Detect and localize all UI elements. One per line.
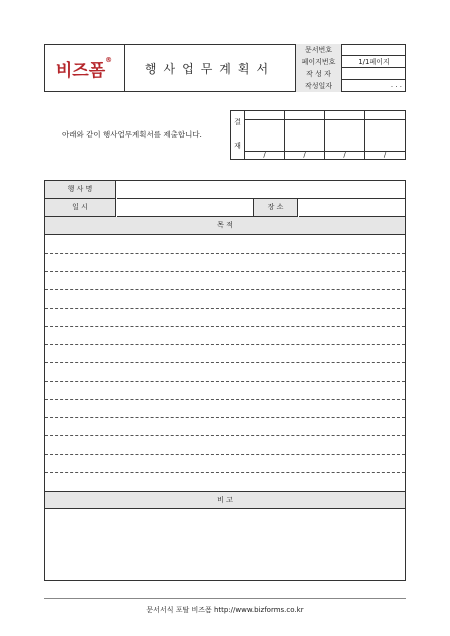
place-label: 장 소 [254, 199, 298, 217]
meta-label: 작 성 자 [295, 68, 342, 80]
approval-sign-cell[interactable] [325, 120, 364, 151]
remarks-header: 비 고 [45, 491, 405, 509]
dashed-line [45, 326, 405, 327]
approval-sign-cell[interactable] [245, 120, 284, 151]
datetime-field[interactable] [117, 199, 254, 217]
intro-text: 아래와 같이 행사업무계획서를 제출합니다. [62, 130, 202, 139]
remarks-area[interactable] [45, 509, 405, 580]
dashed-line [45, 454, 405, 455]
meta-value[interactable]: . . . [390, 81, 402, 89]
approval-sign-cell[interactable] [285, 120, 324, 151]
meta-label: 작성일자 [295, 80, 342, 92]
datetime-label: 일 시 [45, 199, 116, 217]
approval-date: / [383, 151, 387, 159]
meta-value[interactable]: 1/1페이지 [358, 57, 390, 66]
meta-row-date [295, 80, 406, 92]
meta-label: 문서번호 [295, 44, 342, 56]
logo-text: 비즈폼 [55, 60, 106, 81]
approval-date: / [343, 151, 346, 159]
approval-label-top: 결 [234, 117, 241, 126]
dashed-line [45, 344, 405, 345]
approval-sign-cell[interactable] [365, 120, 405, 151]
meta-label: 페이지번호 [295, 56, 342, 68]
dashed-line [45, 289, 405, 290]
bizforms-logo [56, 56, 112, 81]
approval-date: / [303, 151, 306, 159]
meta-row-author [295, 68, 406, 80]
dashed-line [45, 399, 405, 400]
dashed-line [45, 308, 405, 309]
logo-mark: ® [105, 55, 113, 64]
meta-row-doc-no [295, 44, 406, 56]
dashed-line [45, 472, 405, 473]
footer-text: 문서서식 포탈 비즈폼 http://www.bizforms.co.kr [146, 606, 304, 614]
logo-cell [44, 44, 125, 92]
meta-row-page-no [295, 56, 406, 68]
dashed-line [45, 271, 405, 272]
approval-label-bottom: 재 [234, 141, 241, 150]
meta-value[interactable] [342, 44, 406, 56]
purpose-header: 목 적 [45, 217, 405, 235]
purpose-area[interactable] [45, 236, 405, 491]
meta-value[interactable] [342, 68, 406, 80]
approval-date: / [263, 151, 266, 159]
footer-divider [44, 598, 406, 599]
dashed-line [45, 253, 405, 254]
dashed-line [45, 417, 405, 418]
dashed-line [45, 435, 405, 436]
event-name-field[interactable] [117, 181, 405, 199]
event-plan-form [44, 180, 406, 581]
meta-table [295, 44, 406, 92]
dashed-line [45, 362, 405, 363]
place-field[interactable] [299, 199, 405, 217]
approval-box [230, 110, 406, 160]
document-title: 행사업무계획서 [144, 61, 276, 76]
event-name-label: 행 사 명 [45, 181, 116, 199]
dashed-line [45, 381, 405, 382]
